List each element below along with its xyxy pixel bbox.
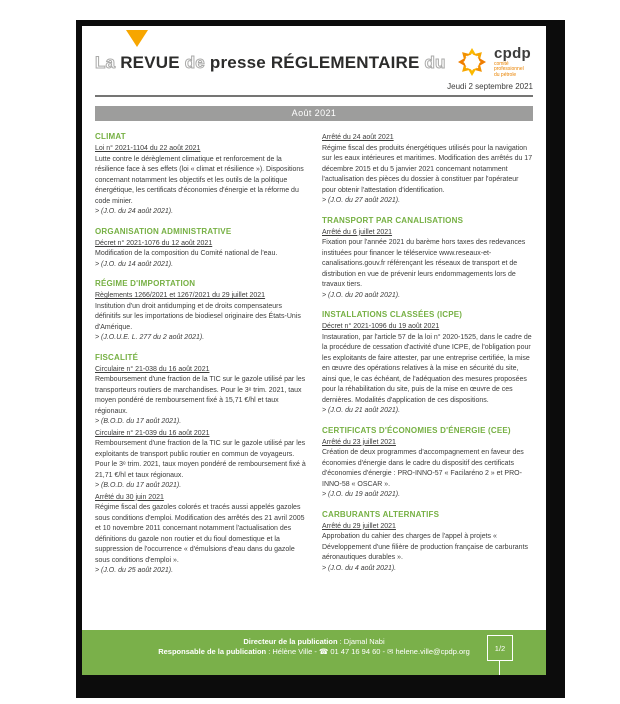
entry-source: > (J.O. du 20 août 2021). (322, 291, 401, 299)
section-heading: CLIMAT (95, 132, 126, 141)
entry-body: Création de deux programmes d'accompagnement en faveur des économies d'énergie dans le cadre du dispositif des certificats d'économies d'énergie : PRO-INNO-57 « Facilaréno 2 » et PRO-INNO-58 « OSCAR ». (322, 449, 524, 488)
month-banner: Août 2021 (95, 106, 533, 121)
entry-reference[interactable]: Arrêté du 24 août 2021 (322, 134, 394, 141)
entry-body: Modification de la composition du Comité national de l'eau. (95, 250, 278, 257)
title-word-revue: REVUE (120, 53, 180, 72)
entry-source: > (J.O. du 25 août 2021). (95, 567, 174, 574)
entry-reference[interactable]: Règlements 1266/2021 et 1267/2021 du 29 juillet 2021 (95, 292, 266, 299)
cpdp-starburst-icon (455, 45, 489, 79)
issue-date: Jeudi 2 septembre 2021 (447, 82, 533, 91)
entry-reference[interactable]: Arrêté du 30 juin 2021 (95, 493, 164, 501)
footer (82, 630, 546, 675)
entry-body: Instauration, par l'article 57 de la loi n° 2020-1525, dans le cadre de la procédure de cessation d'activité d'une ICPE, de l'obligation pour les exploitants de faire attester, par une entreprise certifiée, la mise en œuvre des opérations relatives à la mise en sécurité du site, ainsi que, le cas échéant, de l'adéquation des mesures proposées pour la réhabilitation du site, puis de la mise en œuvre de ces dernières. Modalités d'application de ces dispositions. (322, 333, 532, 404)
section-heading: RÉGIME D'IMPORTATION (95, 279, 196, 288)
left-column (95, 132, 306, 578)
entry-source: > (J.O. du 19 août 2021). (322, 491, 401, 498)
triangle-marker-icon (126, 30, 148, 47)
title-word-presse: presse RÉGLEMENTAIRE (209, 53, 420, 72)
entry-reference[interactable]: Circulaire n° 21-039 du 16 août 2021 (95, 429, 210, 437)
section-heading: CERTIFICATS D'ÉCONOMIES D'ÉNERGIE (CEE) (322, 425, 511, 435)
entry-reference[interactable]: Loi n° 2021-1104 du 22 août 2021 (95, 145, 201, 152)
header (82, 26, 546, 121)
entry-body: Lutte contre le dérèglement climatique et renforcement de la résilience face à ses effets (loi « climat et résilience »). Dispositions concernant notamment les objectifs et les outils de la politique énergétique, les certificats d'économies d'énergie et la réforme du code minier. (95, 155, 304, 205)
document-frame (76, 20, 565, 698)
publication-director-line: Directeur de la publication : Djamal Nabi (243, 637, 385, 646)
entry-source: > (J.O. du 14 août 2021). (95, 260, 174, 268)
entry-source: > (J.O. du 21 août 2021). (322, 407, 401, 414)
section-heading: TRANSPORT PAR CANALISATIONS (322, 215, 464, 225)
newsletter-page (82, 26, 546, 675)
entry-body: Remboursement d'une fraction de la TIC sur le gazole utilisé par les transporteurs routiers de marchandises. Pour le 3ᵉ trim. 2021, taux moyen pondéré de remboursement fixé à 15,71 €/hl et taux régionaux. (95, 376, 306, 415)
title-word-du: du (424, 53, 446, 72)
page-number-badge: 1/2 (487, 635, 513, 661)
entry-reference[interactable]: Arrêté du 23 juillet 2021 (322, 438, 396, 446)
entry-source: > (J.O.U.E. L. 277 du 2 août 2021). (95, 334, 205, 341)
entry-reference[interactable]: Arrêté du 6 juillet 2021 (322, 228, 393, 236)
publication-manager-line: Responsable de la publication : Hélène Ville - ☎ 01 47 16 94 60 - ✉ helene.ville@cpdp.org (158, 647, 470, 656)
section-heading: INSTALLATIONS CLASSÉES (ICPE) (322, 310, 463, 319)
entry-source: > (J.O. du 27 août 2021). (322, 197, 401, 204)
entry-body: Régime fiscal des gazoles colorés et tracés aussi appelés gazoles sous conditions d'emploi. Modification des arrêtés des 21 avril 2005 et 10 novembre 2011 concernant notamment l'actualisation des définitions du gazole non routier et du fioul domestique et la suppression de l'occurrence « d'émulsions d'eau dans du gazole sous conditions d'emploi ». (95, 504, 305, 564)
title-word-de: de (184, 53, 205, 72)
title-word-la: La (95, 53, 116, 72)
mail-icon: ✉ (387, 647, 394, 656)
entry-reference[interactable]: Décret n° 2021-1076 du 12 août 2021 (95, 239, 213, 247)
entry-body: Institution d'un droit antidumping et de droits compensateurs définitifs sur les importations de biodiesel originaire des États-Unis d'Amérique. (95, 302, 301, 331)
entry-reference[interactable]: Circulaire n° 21-038 du 16 août 2021 (95, 365, 210, 373)
entry-source: > (B.O.D. du 17 août 2021). (95, 418, 182, 425)
entry-source: > (B.O.D. du 17 août 2021). (95, 482, 182, 489)
email-address[interactable]: helene.ville@cpdp.org (393, 647, 470, 656)
entry-source: > (J.O. du 4 août 2021). (322, 564, 397, 572)
content-columns (82, 121, 546, 578)
entry-reference[interactable]: Arrêté du 29 juillet 2021 (322, 522, 396, 530)
phone-icon: ☎ (318, 647, 329, 656)
section-heading: ORGANISATION ADMINISTRATIVE (95, 226, 232, 236)
page-title (95, 53, 446, 73)
page-badge-line (499, 661, 500, 675)
section-heading: CARBURANTS ALTERNATIFS (322, 509, 440, 519)
section-heading: FISCALITÉ (95, 352, 139, 362)
entry-body: Régime fiscal des produits énergétiques utilisés pour la navigation sur les eaux intérieures et maritimes. Modification des arrêtés du 17 décembre 2015 et du 5 janvier 2021 concernant notamment l'actualisation des pièces du dossier à constituer par l'opérateur pour obtenir l'attestation d'identification. (322, 144, 533, 194)
phone-number: 01 47 16 94 60 - (328, 647, 388, 656)
cpdp-logo-tagline: comité professionnel du pétrole (493, 60, 524, 78)
entry-body: Fixation pour l'année 2021 du barème hors taxes des redevances instituées pour financer le téléservice www.reseaux-et-canalisations.gouv.fr référençant les réseaux de transport et de distribution en vue de prévenir leurs endommagements lors de travaux tiers. (322, 239, 526, 288)
cpdp-logo-name: cpdp (493, 44, 531, 62)
cpdp-logo (455, 45, 531, 79)
entry-body: Approbation du cahier des charges de l'appel à projets « Développement d'une filière de production française de carburants aéronautiques durables ». (322, 533, 529, 561)
right-column (322, 132, 533, 578)
header-rule (95, 95, 533, 97)
publication-credits (82, 630, 546, 657)
entry-source: > (J.O. du 24 août 2021). (95, 208, 174, 215)
entry-body: Remboursement d'une fraction de la TIC sur le gazole utilisé par les exploitants de transport public routier en commun de voyageurs. Pour le 3ᵉ trim. 2021, taux moyen pondéré de remboursement fixé à 21,71 €/hl et taux régionaux. (95, 440, 306, 479)
entry-reference[interactable]: Décret n° 2021-1096 du 19 août 2021 (322, 323, 440, 330)
